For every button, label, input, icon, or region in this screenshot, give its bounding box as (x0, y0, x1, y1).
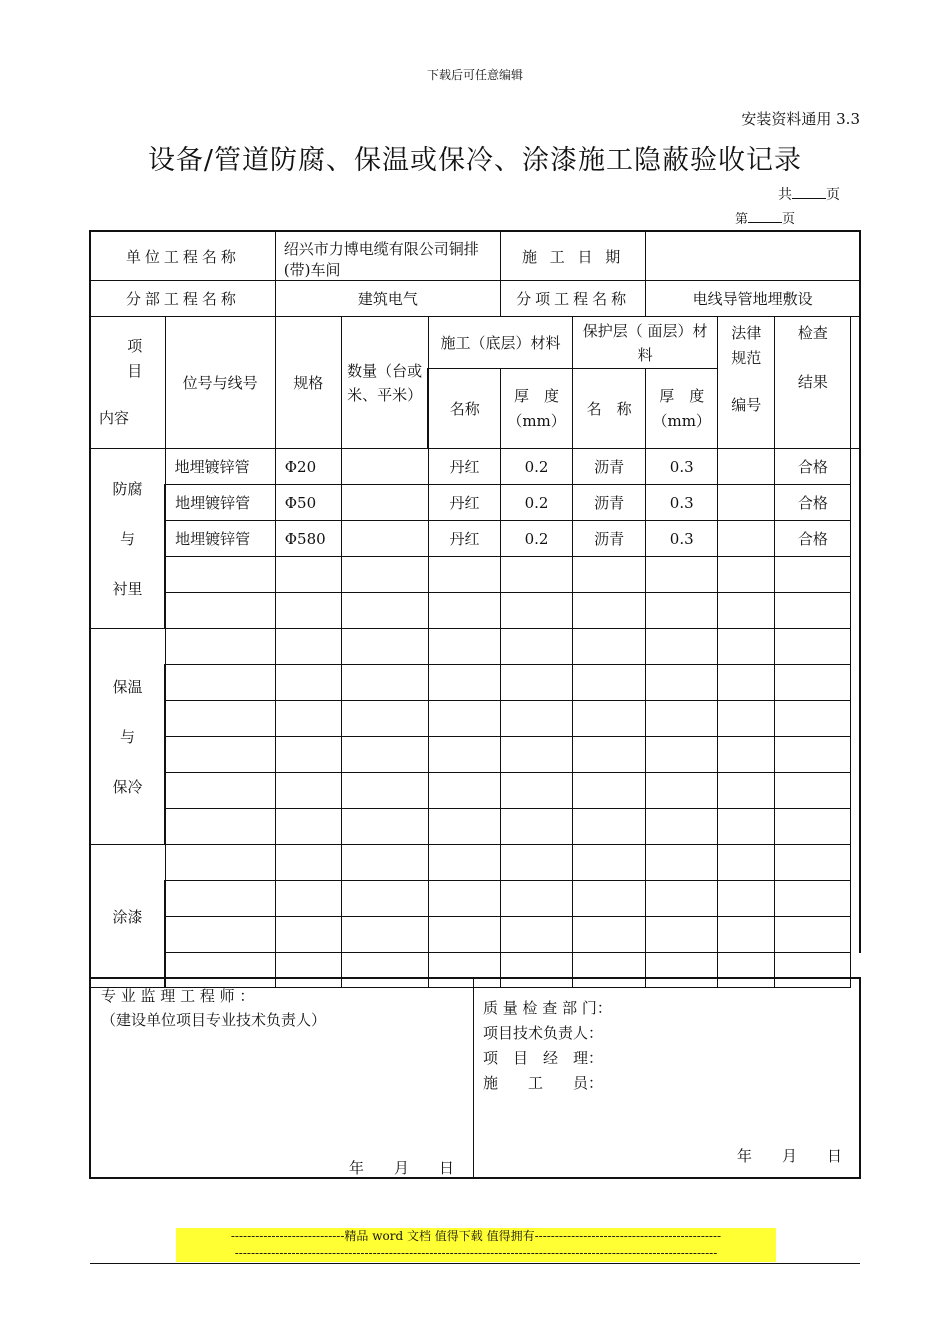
header-item-line3: 内容 (99, 409, 130, 427)
empty-row (90, 845, 860, 881)
empty-row (90, 557, 860, 593)
construction-date-value[interactable] (646, 231, 860, 281)
footer-banner-line2: ----------------------------------------------------------------------------------------------------------------------- (234, 1246, 718, 1260)
total-pages-suffix: 页 (826, 187, 840, 203)
left-date[interactable]: 年 月 日 (349, 1159, 455, 1177)
header-item-line1: 项 (127, 337, 143, 355)
header-standard-line2: 编号 (731, 396, 762, 414)
page-title: 设备/管道防腐、保温或保冷、涂漆施工隐蔽验收记录 (147, 145, 803, 176)
item-project-value[interactable]: 电线导管地埋敷设 (646, 281, 860, 317)
unit-project-value[interactable]: 绍兴市力博电缆有限公司铜排(带)车间 (275, 231, 500, 281)
row-spec[interactable]: Φ20 (275, 449, 341, 485)
section-anticorrosion (90, 449, 165, 629)
section-anticorrosion-line1: 防腐 (112, 479, 143, 498)
row-result[interactable]: 合格 (775, 521, 851, 557)
row-protect-name[interactable]: 沥青 (573, 485, 646, 521)
row-protect-thickness[interactable]: 0.3 (646, 521, 718, 557)
empty-row (90, 737, 860, 773)
row-quantity[interactable] (341, 521, 428, 557)
section-insulation (90, 629, 165, 845)
header-result-line1: 检查 (797, 324, 828, 342)
supervisor-label: 专 业 监 理 工 程 师 ： (101, 987, 255, 1005)
row-base-thickness[interactable]: 0.2 (501, 449, 573, 485)
header-base-material: 施工（底层）材料 (428, 317, 572, 369)
header-result-line2: 结果 (797, 373, 828, 391)
empty-row (90, 917, 860, 953)
row-result[interactable]: 合格 (775, 449, 851, 485)
header-protect-thickness: 厚 度（mm） (646, 369, 718, 449)
row-protect-name[interactable]: 沥青 (573, 449, 646, 485)
supervisor-sub-label: （建设单位项目专业技术负责人） (101, 1011, 327, 1029)
empty-row (90, 665, 860, 701)
footer-rule (90, 1263, 860, 1264)
worker-label: 施 工 员： (483, 1074, 604, 1092)
section-anticorrosion-line3: 衬里 (112, 579, 143, 598)
header-result (775, 317, 851, 449)
total-pages-blank[interactable] (792, 186, 826, 199)
section-insulation-line2: 与 (120, 727, 136, 746)
row-base-name[interactable]: 丹红 (428, 521, 500, 557)
section-insulation-line3: 保冷 (112, 777, 143, 796)
empty-row (90, 629, 860, 665)
row-protect-thickness[interactable]: 0.3 (646, 449, 718, 485)
row-result[interactable]: 合格 (775, 485, 851, 521)
header-spec: 规格 (275, 317, 341, 449)
row-base-name[interactable]: 丹红 (428, 485, 500, 521)
sub-project-label: 分部工程名称 (90, 281, 275, 317)
manager-label: 项 目 经 理： (483, 1049, 604, 1067)
current-page-blank[interactable] (748, 210, 782, 223)
header-standard-line1: 法律规范 (731, 324, 762, 367)
total-pages (778, 184, 840, 204)
header-item-line2: 目 (127, 362, 143, 380)
empty-row (90, 701, 860, 737)
footer-banner (176, 1228, 776, 1262)
empty-row (90, 593, 860, 629)
row-position[interactable]: 地埋镀锌管 (165, 521, 275, 557)
unit-project-label: 单位工程名称 (90, 231, 275, 281)
inspection-table (89, 230, 861, 988)
header-base-thickness: 厚 度（mm） (501, 369, 573, 449)
row-quantity[interactable] (341, 449, 428, 485)
header-protect-name: 名 称 (573, 369, 646, 449)
current-page-prefix: 第 (735, 212, 749, 227)
construction-date-label: 施 工 日 期 (501, 231, 646, 281)
total-pages-prefix: 共 (778, 187, 792, 203)
row-spec[interactable]: Φ50 (275, 485, 341, 521)
signature-block (89, 977, 861, 1179)
header-item (90, 317, 165, 449)
empty-row (90, 773, 860, 809)
row-position[interactable]: 地埋镀锌管 (165, 449, 275, 485)
empty-row (90, 809, 860, 845)
row-base-name[interactable]: 丹红 (428, 449, 500, 485)
row-standard[interactable] (718, 449, 775, 485)
sub-project-value[interactable]: 建筑电气 (275, 281, 500, 317)
row-standard[interactable] (718, 485, 775, 521)
form-code: 安装资料通用 3.3 (741, 110, 860, 128)
current-page-suffix: 页 (782, 212, 796, 227)
section-painting: 涂漆 (90, 845, 165, 988)
row-base-thickness[interactable]: 0.2 (501, 521, 573, 557)
signature-divider (473, 979, 474, 1177)
item-project-label: 分项工程名称 (501, 281, 646, 317)
footer-banner-line1: ----------------------------精品 word 文档 值得下载 值得拥有---------------------------------------------- (230, 1229, 722, 1243)
current-page (735, 208, 795, 227)
header-protect-material: 保护层（ 面层）材 料 (573, 317, 718, 369)
header-position: 位号与线号 (165, 317, 275, 449)
quality-dept-label: 质 量 检 查 部 门： (483, 999, 612, 1017)
row-base-thickness[interactable]: 0.2 (501, 485, 573, 521)
header-base-name: 名称 (428, 369, 500, 449)
row-protect-name[interactable]: 沥青 (573, 521, 646, 557)
row-standard[interactable] (718, 521, 775, 557)
tech-lead-label: 项目技术负责人： (483, 1024, 604, 1042)
top-note: 下载后可任意编辑 (426, 68, 523, 82)
right-date[interactable]: 年 月 日 (737, 1147, 843, 1165)
row-quantity[interactable] (341, 485, 428, 521)
row-spec[interactable]: Φ580 (275, 521, 341, 557)
header-quantity: 数量（台或米、平米） (341, 317, 428, 449)
empty-row (90, 881, 860, 917)
row-position[interactable]: 地埋镀锌管 (165, 485, 275, 521)
section-anticorrosion-line2: 与 (120, 529, 136, 548)
header-standard (718, 317, 775, 449)
section-insulation-line1: 保温 (112, 677, 143, 696)
row-protect-thickness[interactable]: 0.3 (646, 485, 718, 521)
